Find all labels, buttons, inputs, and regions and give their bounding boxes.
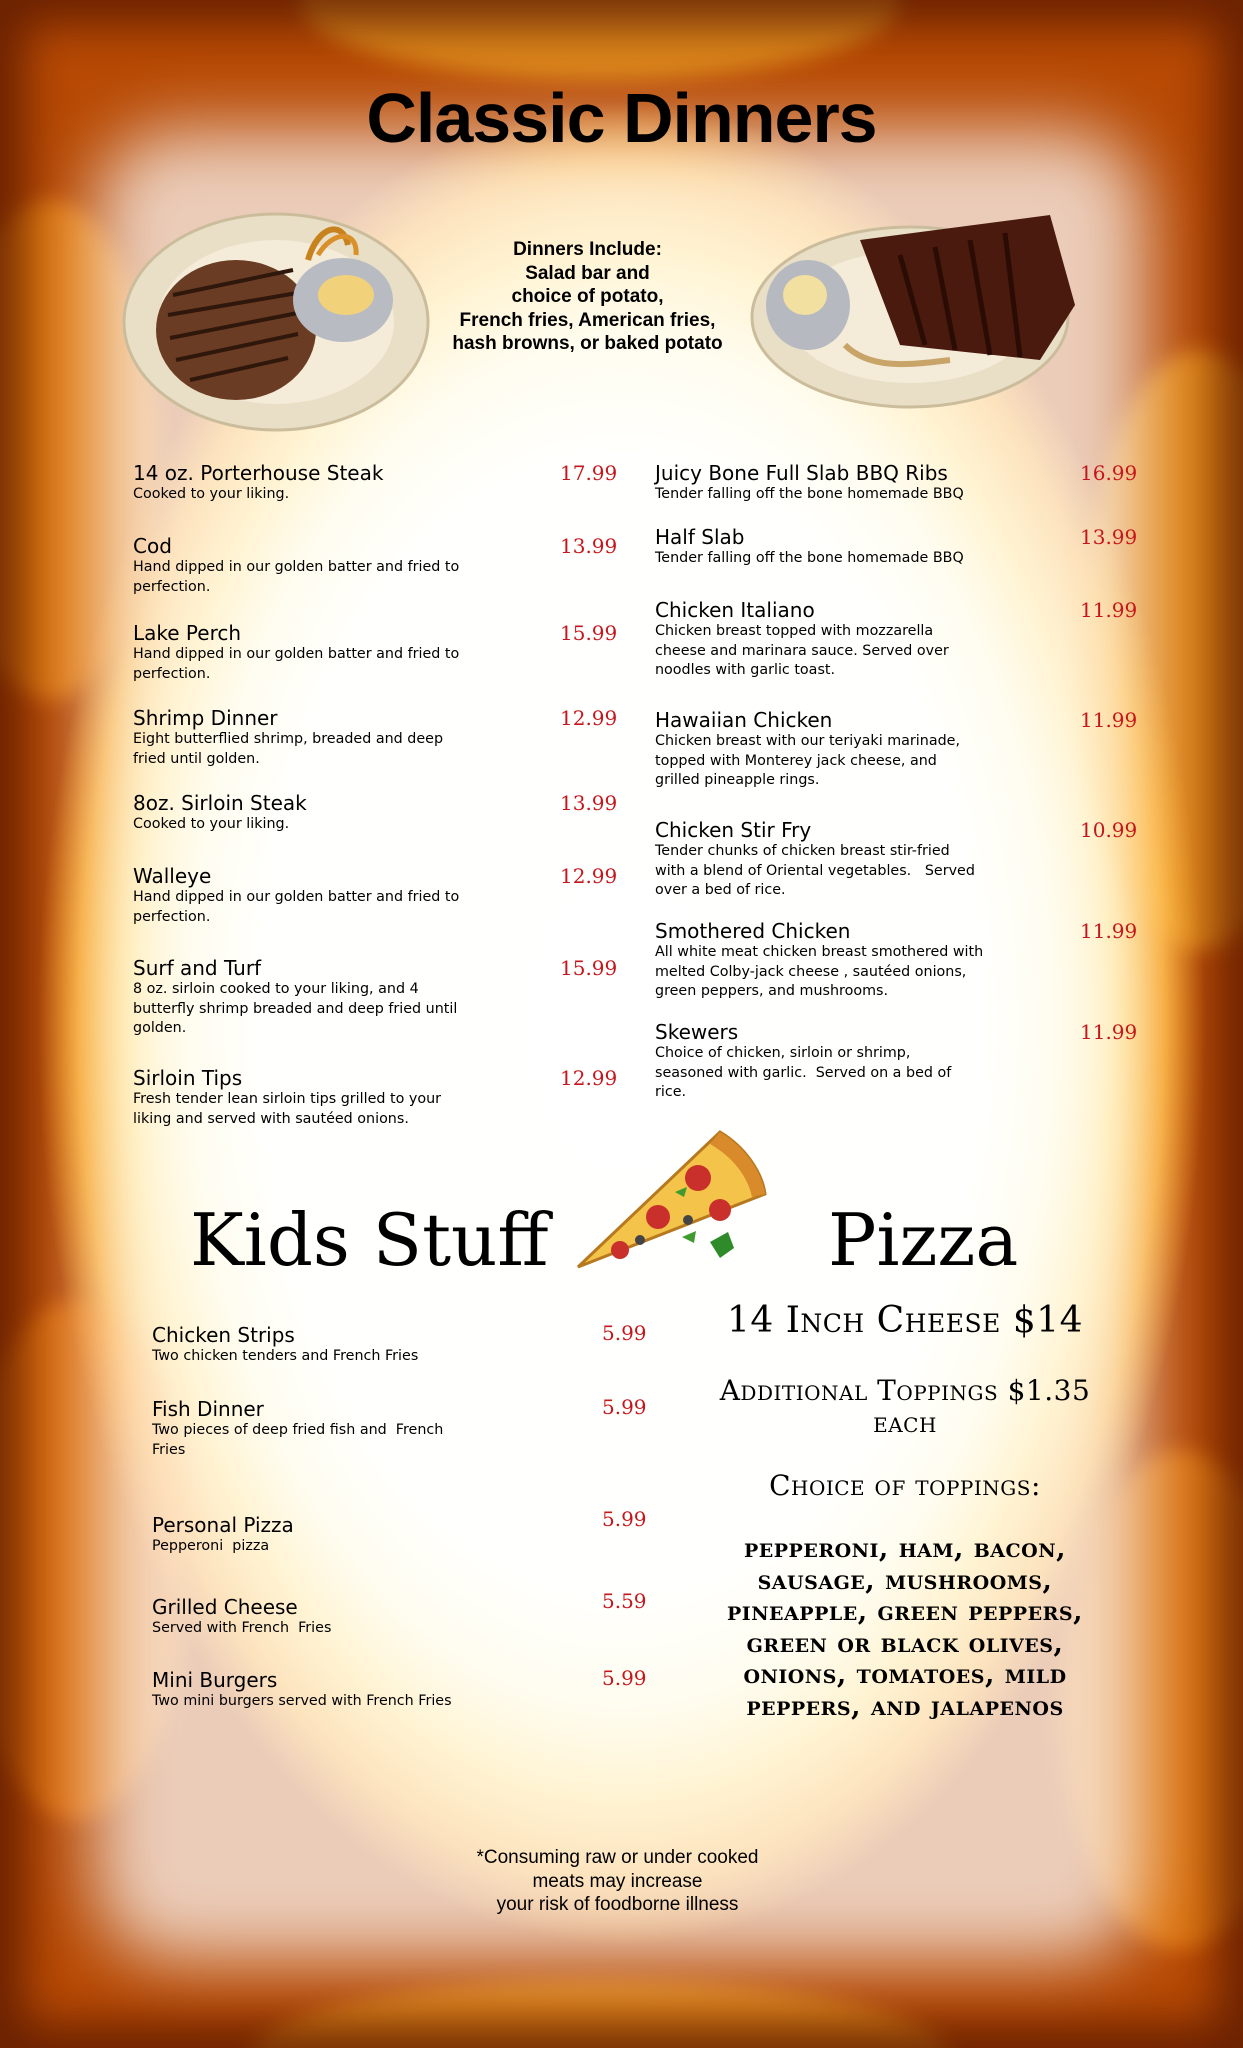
menu-item-surf-and-turf <box>133 956 457 1039</box>
menu-item-hawaiian-chicken <box>655 708 960 791</box>
item-price: 13.99 <box>1080 525 1138 549</box>
pizza-choice-label: Choice of toppings: <box>769 1469 1041 1502</box>
item-price: 15.99 <box>560 956 618 980</box>
item-price: 10.99 <box>1080 818 1138 842</box>
item-desc: Tender falling off the bone homemade BBQ <box>655 550 964 566</box>
menu-item-shrimp-dinner <box>133 706 443 769</box>
item-desc: Tender chunks of chicken breast stir-fried <box>655 843 950 859</box>
toppings-line: sausage, mushrooms, <box>757 1564 1053 1596</box>
toppings-line: pepperoni, ham, bacon, <box>744 1533 1066 1564</box>
item-name: Smothered Chicken <box>655 919 851 943</box>
item-name: 8oz. Sirloin Steak <box>133 791 307 815</box>
item-desc: Choice of chicken, sirloin or shrimp, <box>655 1045 911 1061</box>
kids-item-grilled-cheese <box>152 1595 331 1639</box>
menu-item-sirloin-steak <box>133 791 307 835</box>
menu-item-walleye <box>133 864 459 927</box>
kids-item-chicken-strips <box>152 1323 418 1367</box>
item-desc: Chicken breast with our teriyaki marinade, <box>655 733 960 749</box>
item-name: Lake Perch <box>133 621 242 645</box>
item-desc: melted Colby-jack cheese , sautéed onions, <box>655 963 967 980</box>
item-name: Personal Pizza <box>152 1513 294 1537</box>
item-desc: Cooked to your liking. <box>133 486 290 502</box>
item-desc: perfection. <box>133 578 211 595</box>
item-name: Chicken Strips <box>152 1323 295 1347</box>
kids-stuff-heading: Kids Stuff <box>190 1198 549 1282</box>
pizza-toppings-list <box>700 1533 1110 1722</box>
item-name: Grilled Cheese <box>152 1595 298 1619</box>
item-desc: All white meat chicken breast smothered with <box>655 944 984 960</box>
item-price: 5.99 <box>602 1321 647 1345</box>
item-name: Sirloin Tips <box>133 1066 243 1090</box>
bbq-ribs-photo <box>750 195 1080 420</box>
item-price: 11.99 <box>1080 1020 1138 1044</box>
item-price: 17.99 <box>560 461 618 485</box>
menu-item-full-slab-ribs <box>655 461 964 505</box>
menu-item-chicken-stir-fry <box>655 818 975 901</box>
item-price: 5.99 <box>602 1507 647 1531</box>
notice-line: *Consuming raw or under cooked <box>476 1847 759 1868</box>
item-desc: over a bed of rice. <box>655 882 786 898</box>
item-desc: cheese and marinara sauce. Served over <box>655 642 949 659</box>
menu-item-skewers <box>655 1020 951 1103</box>
item-desc: Fries <box>152 1441 186 1458</box>
item-name: Walleye <box>133 864 212 888</box>
item-price: 15.99 <box>560 621 618 645</box>
item-name: Juicy Bone Full Slab BBQ Ribs <box>655 461 948 485</box>
pizza-additional-toppings: Additional Toppings $1.35 <box>719 1374 1091 1407</box>
menu-item-half-slab <box>655 525 964 569</box>
kids-item-personal-pizza <box>152 1513 294 1557</box>
food-safety-notice <box>420 1846 815 1917</box>
item-desc: butterfly shrimp breaded and deep fried until <box>133 1000 458 1017</box>
item-price: 5.99 <box>602 1666 647 1690</box>
toppings-line: peppers, and jalapenos <box>746 1690 1064 1722</box>
item-desc: Two pieces of deep fried fish and French <box>152 1422 444 1438</box>
item-desc: fried until golden. <box>133 750 260 767</box>
item-name: Half Slab <box>655 525 745 549</box>
item-desc: green peppers, and mushrooms. <box>655 983 888 999</box>
item-price: 13.99 <box>560 791 618 815</box>
item-price: 5.99 <box>602 1395 647 1419</box>
kids-item-mini-burgers <box>152 1668 452 1712</box>
item-price: 13.99 <box>560 534 618 558</box>
item-name: Hawaiian Chicken <box>655 708 833 732</box>
item-desc: perfection. <box>133 908 211 925</box>
item-desc: grilled pineapple rings. <box>655 772 820 788</box>
item-desc: liking and served with sautéed onions. <box>133 1110 409 1127</box>
item-desc: rice. <box>655 1084 687 1100</box>
item-price: 12.99 <box>560 1066 618 1090</box>
item-desc: Two chicken tenders and French Fries <box>152 1348 419 1364</box>
item-desc: Eight butterflied shrimp, breaded and deep <box>133 731 444 747</box>
item-desc: Hand dipped in our golden batter and fried to <box>133 889 460 905</box>
item-desc: Pepperoni pizza <box>152 1538 270 1554</box>
item-name: Shrimp Dinner <box>133 706 278 730</box>
item-price: 11.99 <box>1080 598 1138 622</box>
pizza-additional-toppings-each: each <box>873 1406 937 1439</box>
item-name: 14 oz. Porterhouse Steak <box>133 461 384 485</box>
item-price: 12.99 <box>560 706 618 730</box>
menu-item-sirloin-tips <box>133 1066 441 1129</box>
item-price: 12.99 <box>560 864 618 888</box>
includes-line: French fries, American fries, <box>459 309 716 331</box>
item-desc: Fresh tender lean sirloin tips grilled to your <box>133 1091 442 1107</box>
item-name: Fish Dinner <box>152 1397 264 1421</box>
item-desc: golden. <box>133 1020 187 1036</box>
toppings-line: green or black olives, <box>746 1627 1064 1659</box>
notice-line: your risk of foodborne illness <box>496 1894 739 1915</box>
item-name: Mini Burgers <box>152 1668 278 1692</box>
item-name: Chicken Italiano <box>655 598 815 622</box>
includes-line: Salad bar and <box>525 262 650 284</box>
notice-line: meats may increase <box>532 1870 703 1892</box>
pizza-heading: Pizza <box>828 1198 1019 1282</box>
toppings-line: pineapple, green peppers, <box>727 1596 1083 1627</box>
item-price: 16.99 <box>1080 461 1138 485</box>
dinners-include-note <box>430 238 745 356</box>
item-price: 5.59 <box>602 1589 647 1613</box>
item-desc: topped with Monterey jack cheese, and <box>655 752 937 769</box>
menu-item-cod <box>133 534 459 597</box>
page-title: Classic Dinners <box>366 79 877 157</box>
includes-line: Dinners Include: <box>513 239 662 260</box>
includes-line: choice of potato, <box>511 286 664 307</box>
pizza-cheese-price: 14 Inch Cheese $14 <box>726 1300 1084 1341</box>
item-desc: noodles with garlic toast. <box>655 662 836 678</box>
item-desc: Tender falling off the bone homemade BBQ <box>655 486 964 502</box>
item-desc: 8 oz. sirloin cooked to your liking, and 4 <box>133 981 419 997</box>
menu-item-porterhouse <box>133 461 383 505</box>
menu-item-smothered-chicken <box>655 919 983 1002</box>
item-name: Cod <box>133 534 172 558</box>
item-name: Chicken Stir Fry <box>655 818 812 842</box>
menu-item-chicken-italiano <box>655 598 949 681</box>
item-desc: Cooked to your liking. <box>133 816 290 832</box>
kids-item-fish-dinner <box>152 1397 443 1460</box>
item-price: 11.99 <box>1080 708 1138 732</box>
item-name: Surf and Turf <box>133 956 262 980</box>
pizza-slice-icon <box>570 1122 770 1282</box>
item-desc: Hand dipped in our golden batter and fried to <box>133 646 460 662</box>
item-desc: seasoned with garlic. Served on a bed of <box>655 1064 952 1081</box>
toppings-line: onions, tomatoes, mild <box>743 1659 1067 1690</box>
item-desc: perfection. <box>133 665 211 682</box>
includes-line: hash browns, or baked potato <box>452 333 723 354</box>
menu-item-lake-perch <box>133 621 459 684</box>
item-desc: Served with French Fries <box>152 1620 332 1636</box>
item-name: Skewers <box>655 1020 739 1044</box>
steak-dinner-photo <box>118 200 433 440</box>
item-desc: Hand dipped in our golden batter and fried to <box>133 559 460 575</box>
item-price: 11.99 <box>1080 919 1138 943</box>
item-desc: with a blend of Oriental vegetables. Served <box>655 862 975 879</box>
item-desc: Chicken breast topped with mozzarella <box>655 623 934 639</box>
item-desc: Two mini burgers served with French Fries <box>152 1693 452 1709</box>
